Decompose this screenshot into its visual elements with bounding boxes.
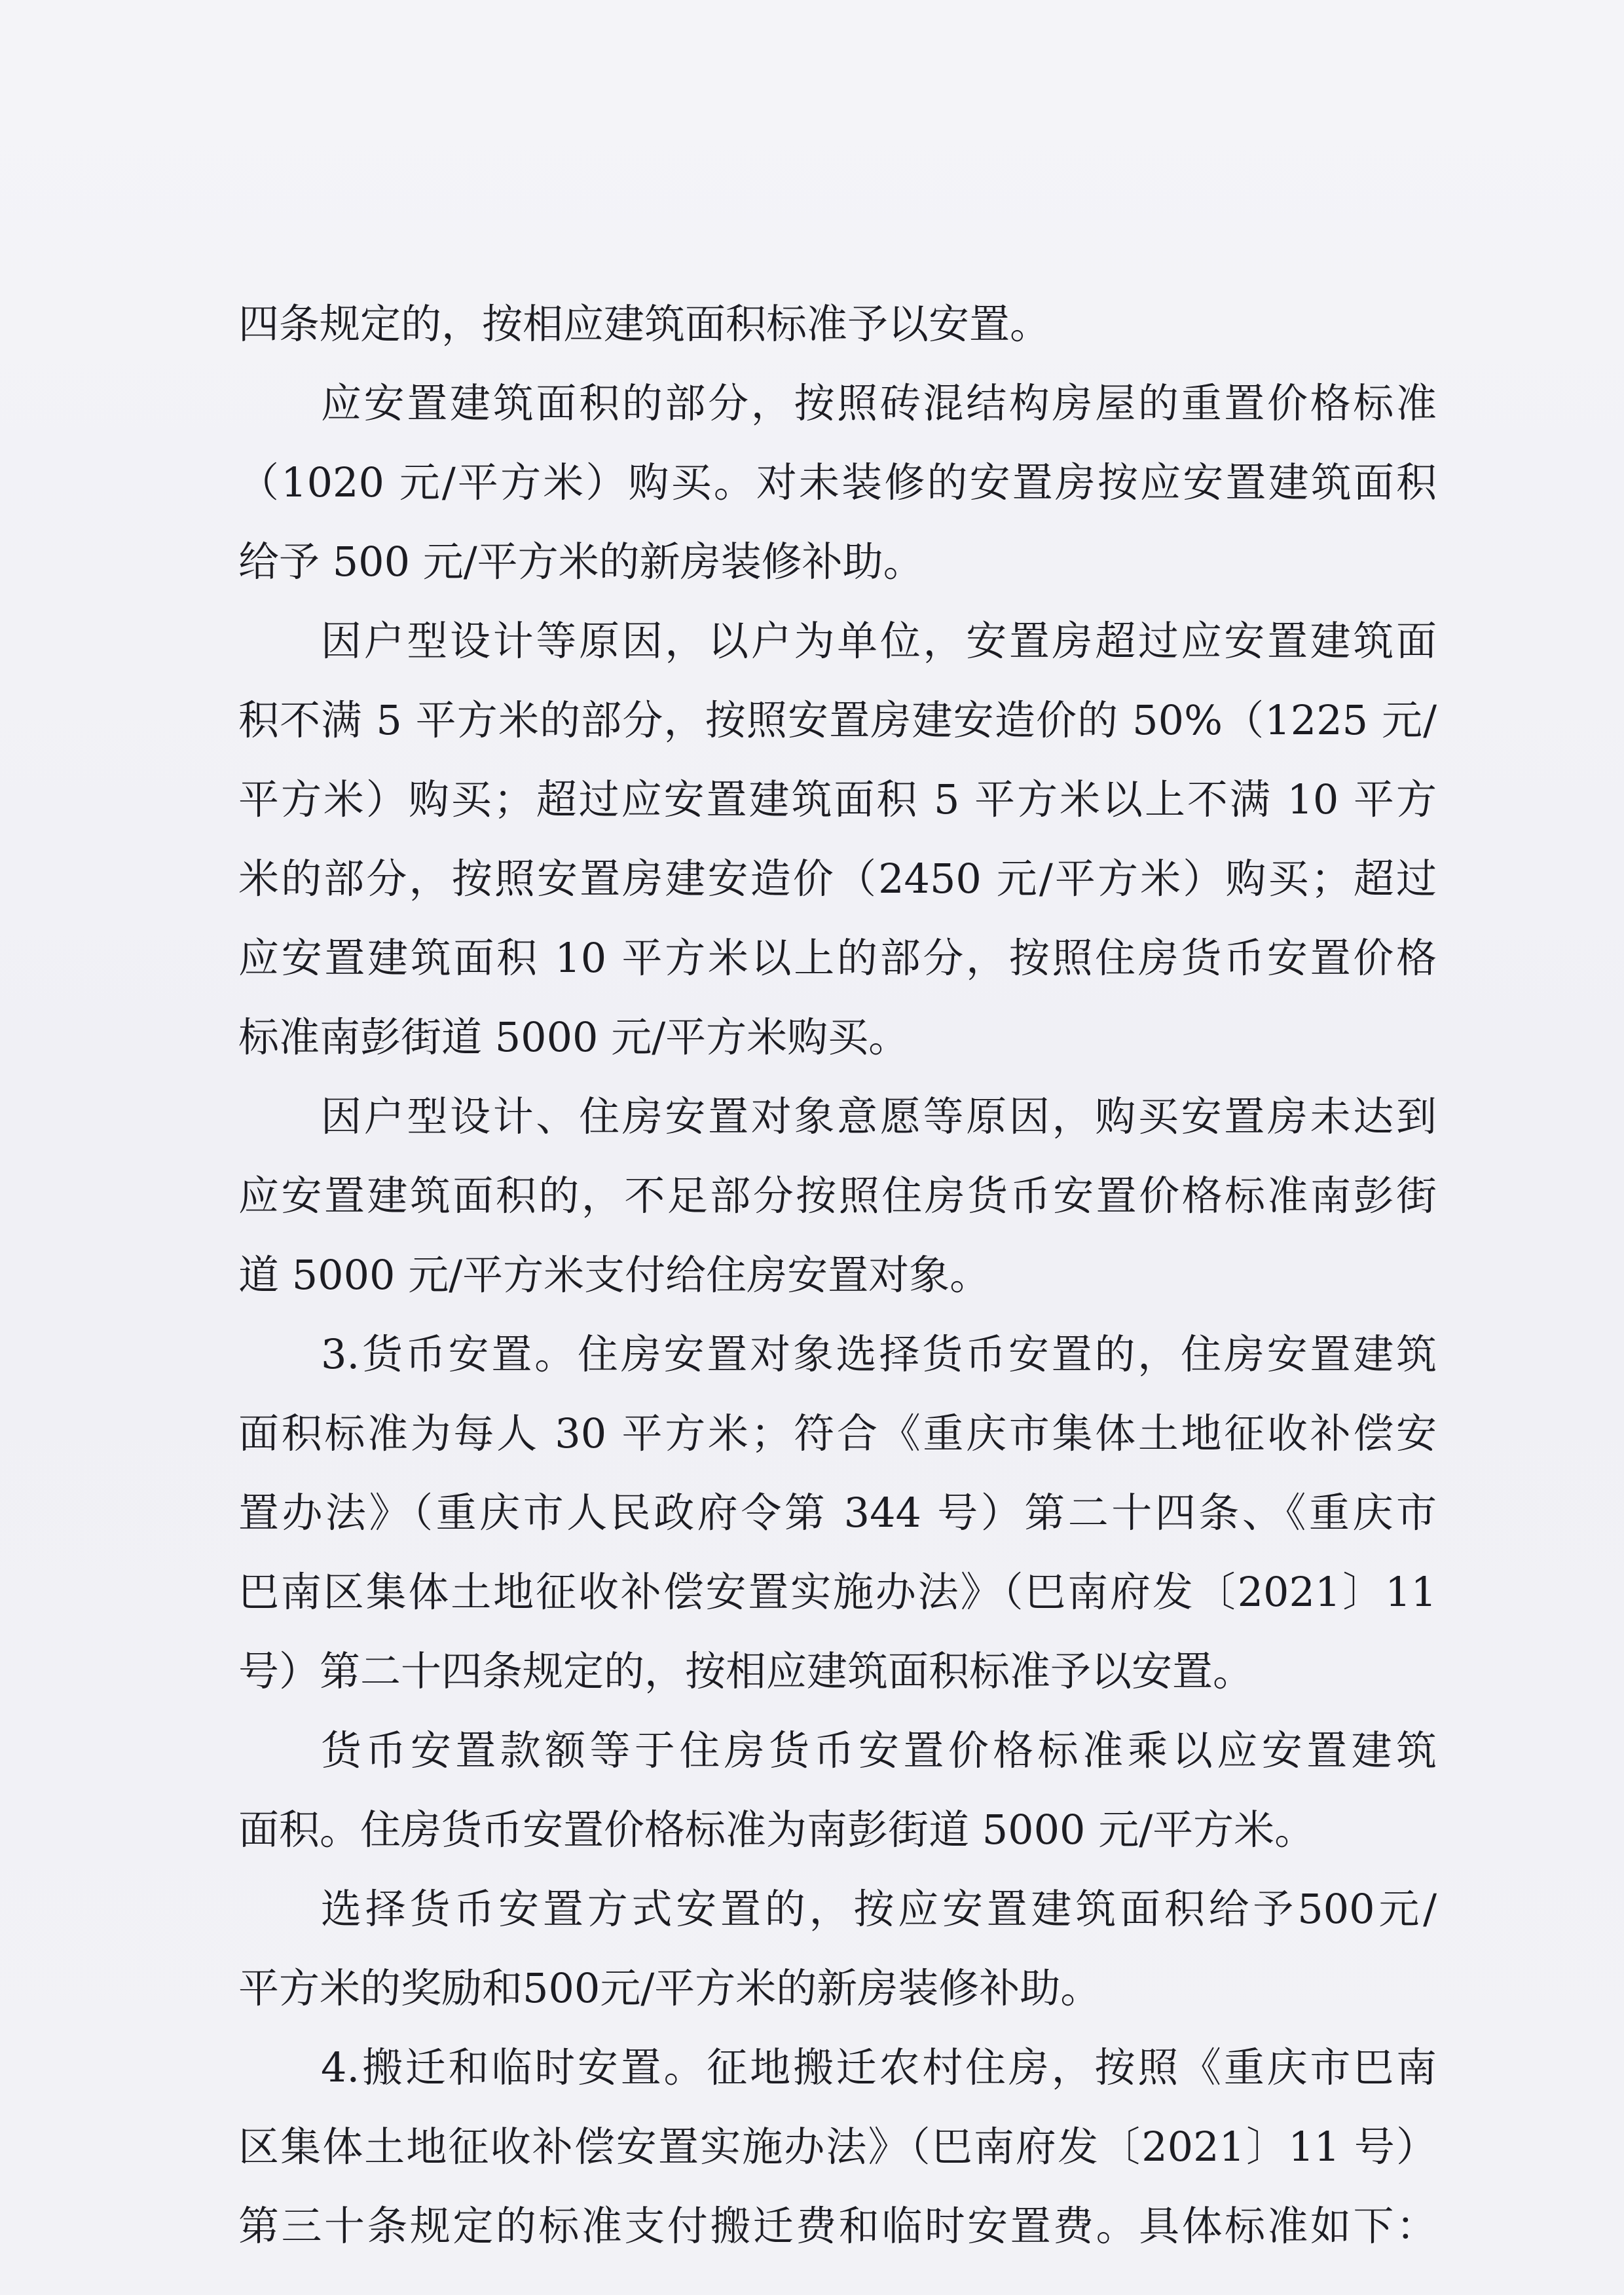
- text-line-7: 平方米）购买；超过应安置建筑面积 5 平方米以上不满 10 平方: [238, 775, 1437, 823]
- text-line-24: 区集体土地征收补偿安置实施办法》（巴南府发〔2021〕11 号）: [238, 2123, 1437, 2171]
- text-line-25: 第三十条规定的标准支付搬迁费和临时安置费。具体标准如下：: [238, 2202, 1437, 2250]
- text-line-12: 应安置建筑面积的，不足部分按照住房货币安置价格标准南彭街: [238, 1172, 1437, 1220]
- text-line-2: 应安置建筑面积的部分，按照砖混结构房屋的重置价格标准: [321, 379, 1437, 427]
- text-line-22: 平方米的奖励和500元/平方米的新房装修补助。: [238, 1964, 1101, 2012]
- text-line-9: 应安置建筑面积 10 平方米以上的部分，按照住房货币安置价格: [238, 934, 1437, 982]
- text-line-21: 选择货币安置方式安置的，按应安置建筑面积给予500元/: [321, 1885, 1437, 1933]
- text-line-5: 因户型设计等原因，以户为单位，安置房超过应安置建筑面: [321, 617, 1437, 665]
- text-line-11: 因户型设计、住房安置对象意愿等原因，购买安置房未达到: [321, 1092, 1437, 1140]
- text-line-19: 货币安置款额等于住房货币安置价格标准乘以应安置建筑: [321, 1726, 1437, 1774]
- text-line-14: 3.货币安置。住房安置对象选择货币安置的，住房安置建筑: [321, 1330, 1437, 1378]
- text-line-3: （1020 元/平方米）购买。对未装修的安置房按应安置建筑面积: [238, 458, 1437, 506]
- text-line-10: 标准南彭街道 5000 元/平方米购买。: [238, 1013, 910, 1061]
- text-line-6: 积不满 5 平方米的部分，按照安置房建安造价的 50%（1225 元/: [238, 696, 1437, 744]
- text-line-17: 巴南区集体土地征收补偿安置实施办法》（巴南府发〔2021〕11: [238, 1568, 1437, 1616]
- text-line-13: 道 5000 元/平方米支付给住房安置对象。: [238, 1251, 991, 1299]
- text-line-23: 4.搬迁和临时安置。征地搬迁农村住房，按照《重庆市巴南: [321, 2043, 1437, 2091]
- text-line-1: 四条规定的，按相应建筑面积标准予以安置。: [238, 300, 1051, 348]
- text-line-4: 给予 500 元/平方米的新房装修补助。: [238, 538, 924, 586]
- text-line-18: 号）第二十四条规定的，按相应建筑面积标准予以安置。: [238, 1647, 1254, 1695]
- text-line-15: 面积标准为每人 30 平方米；符合《重庆市集体土地征收补偿安: [238, 1409, 1437, 1457]
- text-line-16: 置办法》（重庆市人民政府令第 344 号）第二十四条、《重庆市: [238, 1489, 1437, 1537]
- text-line-8: 米的部分，按照安置房建安造价（2450 元/平方米）购买；超过: [238, 855, 1437, 903]
- text-line-20: 面积。住房货币安置价格标准为南彭街道 5000 元/平方米。: [238, 1806, 1316, 1854]
